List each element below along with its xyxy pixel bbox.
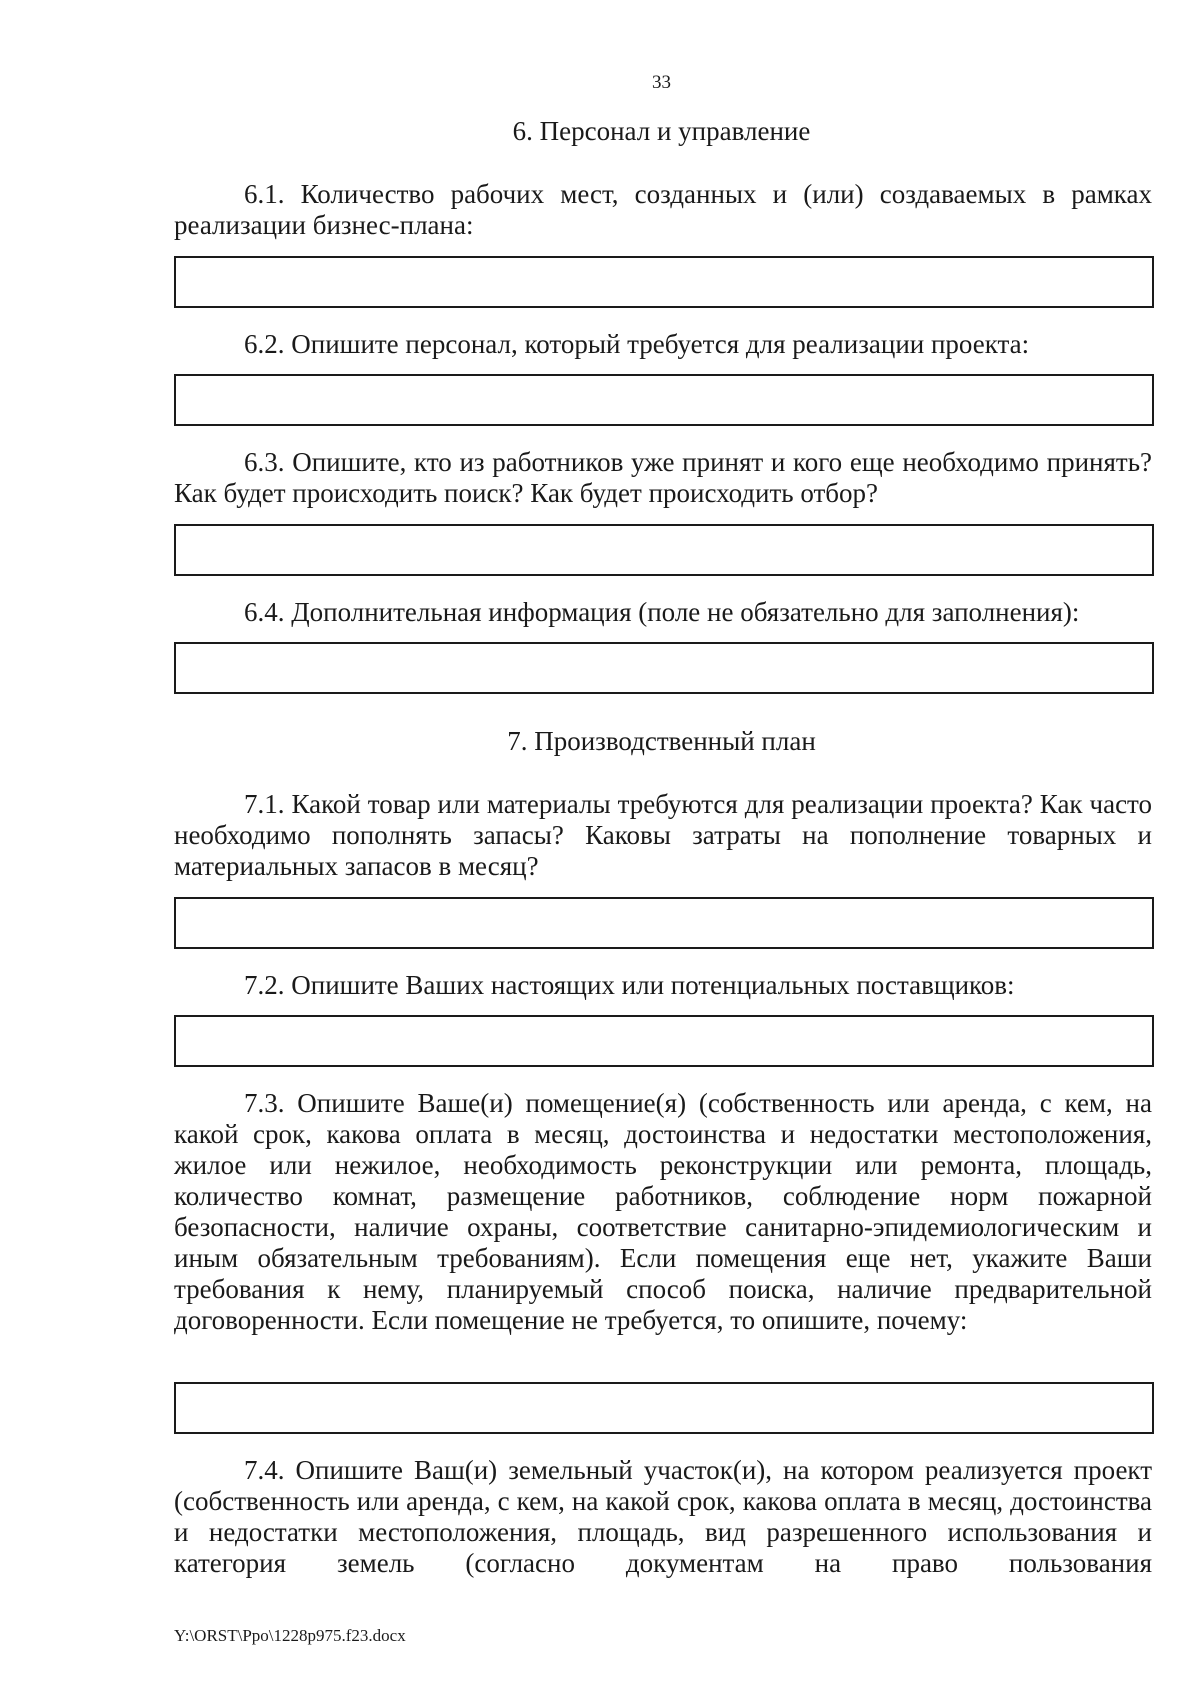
- answer-field-6-4[interactable]: [174, 642, 1154, 694]
- answer-field-6-3[interactable]: [174, 524, 1154, 576]
- answer-field-6-2[interactable]: [174, 374, 1154, 426]
- answer-field-7-2[interactable]: [174, 1015, 1154, 1067]
- question-6-2: 6.2. Опишите персонал, который требуется для реализации проекта:: [244, 329, 1030, 359]
- section-7-title: 7. Производственный план: [507, 726, 816, 756]
- answer-field-7-1[interactable]: [174, 897, 1154, 949]
- question-7-1: 7.1. Какой товар или материалы требуются для реализации проекта? Как часто необходимо пополнять запасы? Каковы затраты на пополнение товарных и материальных запасов в месяц?: [174, 789, 1152, 881]
- section-6-title: 6. Персонал и управление: [512, 116, 811, 146]
- document-path: Y:\ORST\Ppo\1228p975.f23.docx: [174, 1626, 406, 1645]
- question-7-3: 7.3. Опишите Ваше(и) помещение(я) (собственность или аренда, с кем, на какой срок, какова оплата в месяц, достоинства и недостатки местоположения, жилое или нежилое, необходимость реконструкции или ремонта, площадь, количество комнат, размещение работников, соблюдение норм пожарной безопасности, наличие охраны, соответствие санитарно-эпидемиологическим и иным обязательным требованиям). Если помещения еще нет, укажите Ваши требования к нему, планируемый способ поиска, наличие предварительной договоренности. Если помещение не требуется, то опишите, почему:: [174, 1088, 1152, 1335]
- question-6-1: 6.1. Количество рабочих мест, созданных и (или) создаваемых в рамках реализации бизнес-плана:: [174, 179, 1152, 240]
- question-6-3: 6.3. Опишите, кто из работников уже принят и кого еще необходимо принять? Как будет происходить поиск? Как будет происходить отбор?: [174, 447, 1152, 508]
- answer-field-6-1[interactable]: [174, 256, 1154, 308]
- page-number: 33: [652, 72, 671, 93]
- question-6-4: 6.4. Дополнительная информация (поле не обязательно для заполнения):: [244, 597, 1080, 627]
- question-7-4: 7.4. Опишите Ваш(и) земельный участок(и), на котором реализуется проект (собственность или аренда, с кем, на какой срок, какова оплата в месяц, достоинства и недостатки местоположения, площадь, вид разрешенного использования и категория земель (согласно документам на право пользования: [174, 1455, 1152, 1578]
- question-7-2: 7.2. Опишите Ваших настоящих или потенциальных поставщиков:: [244, 970, 1015, 1000]
- answer-field-7-3[interactable]: [174, 1382, 1154, 1434]
